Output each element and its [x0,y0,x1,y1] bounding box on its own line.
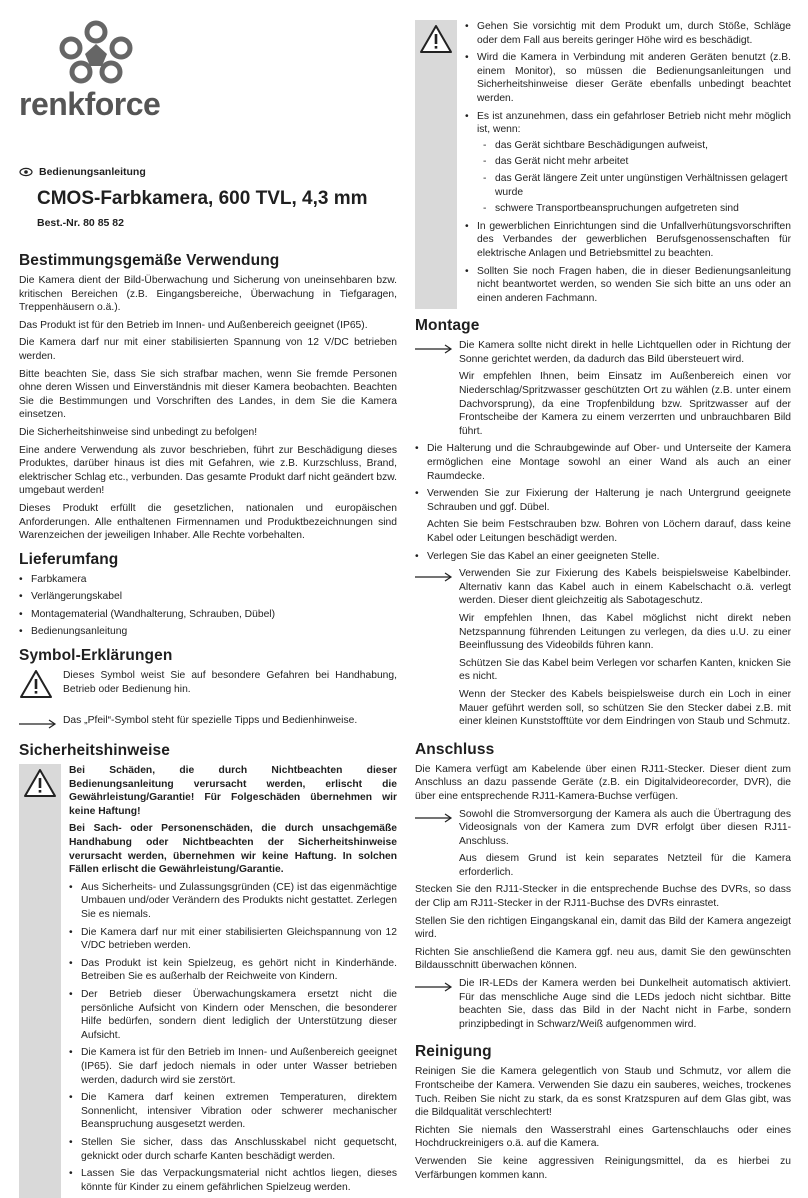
order-number: Best.-Nr. 80 85 82 [37,217,124,229]
tip-text: Aus diesem Grund ist kein separates Netzteil für die Kamera erforderlich. [459,853,791,878]
warning-sidebar [415,20,457,309]
list-item: • Der Betrieb dieser Überwachungskamera ersetzt nicht die persönliche Aufsicht von Kindern oder Menschen, die besonderer Hilfe bedürfen, sondern dient lediglich der Unterstützung dieser Aufsicht. [69,988,397,1042]
delivery-list [19,573,397,639]
paragraph: Reinigen Sie die Kamera gelegentlich von Staub und Schmutz, vor allem die Frontscheibe der Kamera. Verwenden Sie dazu ein sauberes, weiches, trockenes Tuch. Reiben Sie nicht zu stark, da es sonst Kratzspuren auf dem Glas gibt, was die Bildqualität verschlechtert! [415,1066,791,1119]
dash-item: - das Gerät längere Zeit unter ungünstigen Verhältnissen gelagert wurde [477,172,791,199]
paragraph: Eine andere Verwendung als zuvor beschrieben, führt zur Beschädigung dieses Produktes, darüber hinaus ist dies mit Gefahren, wie z.B. Kurzschluss, Brand, elektrischer Schlag etc., verbunden. Das gesamte Produkt darf nicht geändert bzw. umgebaut werden! [19,444,397,497]
document-header [19,166,397,229]
list-item: • Gehen Sie vorsichtig mit dem Produkt um, durch Stöße, Schläge oder dem Fall aus bereits geringer Höhe wird es beschädigt. [465,20,791,47]
tip-text: Verwenden Sie zur Fixierung des Kabels beispielsweise Kabelbinder. Alternativ kann das Kabel auch in einem Kabelschacht o.ä. verlegt werden. Dieser dient gleichzeitig als Sabotageschutz. [459,568,791,607]
paragraph: Das Produkt ist für den Betrieb im Innen- und Außenbereich geeignet (IP65). [19,319,368,331]
paragraph: Richten Sie anschließend die Kamera ggf. neu aus, damit Sie den gewünschten Bildausschnitt überwachen können. [415,946,791,972]
list-item [415,487,791,545]
tip-text: Sowohl die Stromversorgung der Kamera als auch die Übertragung des Videosignals von der Kamera zum DVR erfolgt über diesen RJ11-Anschluss. [459,808,791,847]
paragraph: Die Kamera dient der Bild-Überwachung und Sicherung von uneinsehbaren bzw. kritischen Bereichen (z.B. Eingangsbereiche, Überwachung in Tiefgaragen, Treppenhäusern o.ä.). [19,275,397,314]
heading-symbols: Symbol-Erklärungen [19,647,173,665]
eye-icon [19,167,33,177]
arrow-icon [19,719,57,729]
paragraph: Die Kamera verfügt am Kabelende über einen RJ11-Stecker. Dieser dient zum Anschluss an dazu passende Geräte (z.B. ein Digitalvideorecorder, DVR), die über eine entsprechende RJ11-Kamera-Buchse verfügen. [415,763,791,802]
paragraph: Stellen Sie den richtigen Eingangskanal ein, damit das Bild der Kamera angezeigt wird. [415,915,791,941]
list-item: • Stellen Sie sicher, dass das Anschlusskabel nicht gequetscht, geknickt oder durch scharfe Kanten beschädigt werden. [69,1136,397,1163]
list-item: • Die Kamera darf nur mit einer stabilisierten Gleichspannung von 12 V/DC betrieben werden. [69,926,397,953]
safety-block-continued [415,20,791,309]
paragraph: Richten Sie niemals den Wasserstrahl eines Gartenschlauchs oder eines Hochdruckreinigers o.ä. auf die Kamera. [415,1124,791,1150]
warning-triangle-icon [19,669,53,699]
paragraph: Stecken Sie den RJ11-Stecker in die entsprechende Buchse des DVRs, so dass der Clip am RJ11-Stecker in der RJ11-Buchse des DVRs einrastet. [415,884,791,910]
list-item: • Aus Sicherheits- und Zulassungsgründen (CE) ist das eigenmächtige Umbauen und/oder Verändern des Produkts nicht gestattet. Zerlegen Sie es niemals. [69,881,397,922]
list-item-note: Achten Sie beim Festschrauben bzw. Bohren von Löchern darauf, dass keine Kabel oder Leitungen beschädigt werden. [427,519,791,544]
brand-logo [19,20,169,120]
safety-block [19,764,397,1198]
list-item: • In gewerblichen Einrichtungen sind die Unfallverhütungsvorschriften des Verbandes der gewerblichen Berufsgenossenschaften für elektrische Anlagen und Betriebsmittel zu beachten. [465,220,791,261]
arrow-icon [415,344,453,354]
tip-text: Wenn der Stecker des Kabels beispielsweise durch ein Loch in einer Mauer geführt werden soll, so schützen Sie den Stecker dabei z.B. mit einer kleinen Kunststofftüte vor dem Eindringen von Staub und Schmutz. [459,688,791,728]
montage-tip [415,339,791,442]
tip-text: Die IR-LEDs der Kamera werden bei Dunkelheit automatisch aktiviert. Für das menschliche Auge sind die LEDs jedoch nicht sichtbar. Bitte beachten Sie, dass das Bild in der Nacht nicht in Farbe, sondern prinzipbedingt in Schwarz/Weiß aufgenommen wird. [459,978,791,1030]
manual-label [19,166,397,178]
list-item: • Farbkamera [19,573,397,587]
list-item: • Verlegen Sie das Kabel an einer geeigneten Stelle. [415,550,791,564]
document-title: CMOS-Farbkamera, 600 TVL, 4,3 mm [37,188,368,209]
safety-bold-note: Bei Sach- oder Personenschäden, die durch unsachgemäße Handhabung oder Nichtbeachten der Sicherheitshinweise verursacht werden, übernehmen wir keine Haftung. In solchen Fällen erlischt die Gewährleistung/Garantie. [69,823,397,876]
tip-text: Die Kamera sollte nicht direkt in helle Lichtquellen oder in Richtung der Sonne gerichtet werden, da dadurch das Bild übersteuert wird. [459,340,791,365]
heading-connection: Anschluss [415,740,495,758]
list-item: • Das Produkt ist kein Spielzeug, es gehört nicht in Kinderhände. Betreiben Sie es außerhalb der Reichweite von Kindern. [69,957,397,984]
symbol-warning-row [19,669,397,704]
dash-item: - das Gerät nicht mehr arbeitet [477,155,791,169]
dash-item: - das Gerät sichtbare Beschädigungen aufweist, [477,139,791,153]
manual-label-text: Bedienungsanleitung [39,166,146,178]
heading-delivery: Lieferumfang [19,550,119,568]
list-item [465,110,791,216]
warning-triangle-icon [419,24,453,54]
symbol-arrow-text: Das „Pfeil“-Symbol steht für spezielle Tipps und Bedienhinweise. [63,715,358,727]
list-item: • Die Kamera ist für den Betrieb im Innen- und Außenbereich geeignet (IP65). Sie darf jedoch niemals in oder unter Wasser betrieben werden, dadurch wird sie zerstört. [69,1046,397,1087]
list-item: • Sollten Sie noch Fragen haben, die in dieser Bedienungsanleitung nicht beantwortet werden, so wenden Sie sich bitte an uns oder an einen anderen Fachmann. [465,265,791,306]
safety-list [69,881,397,1194]
warning-triangle-icon [23,768,57,798]
tip-text: Schützen Sie das Kabel beim Verlegen vor scharfen Kanten, knicken Sie es nicht. [459,657,791,683]
tip-text: Wir empfehlen Ihnen, beim Einsatz im Außenbereich einen vor Niederschlag/Spritzwasser geschützten Ort zu wählen (z.B. unter einem Dachvorsprung), da eine Tropfenbildung bzw. Spritzwasser auf der Frontscheibe der Kamera zu einem verzerrten und unbrauchbaren Bild führt. [459,371,791,437]
heading-montage: Montage [415,317,480,335]
list-item: • Montagematerial (Wandhalterung, Schrauben, Dübel) [19,608,397,622]
left-column [19,244,397,1198]
list-item: • Bedienungsanleitung [19,625,397,639]
connection-ir-tip [415,977,791,1035]
paragraph: Die Kamera darf nur mit einer stabilisierten Spannung von 12 V/DC betrieben werden. [19,337,397,362]
safety-list-continued [465,20,791,305]
montage-list [415,442,791,563]
dash-item: - schwere Transportbeanspruchungen aufgetreten sind [477,202,791,216]
warning-sidebar [19,764,61,1198]
list-item: • Lassen Sie das Verpackungsmaterial nicht achtlos liegen, dieses könnte für Kinder zu einem gefährlichen Spielzeug werden. [69,1167,397,1194]
symbol-arrow-row [19,714,397,734]
montage-cable-tip [415,567,791,733]
list-item: • Die Kamera darf keinen extremen Temperaturen, direktem Sonnenlicht, intensiver Vibration oder schwerer mechanischer Beanspruchung ausgesetzt werden. [69,1091,397,1132]
paragraph: Dieses Produkt erfüllt die gesetzlichen, nationalen und europäischen Anforderungen. Alle enthaltenen Firmennamen und Produktbezeichnungen sind Warenzeichen der jeweiligen Inhaber. Alle Rechte vorbehalten. [19,502,397,542]
tip-text: Wir empfehlen Ihnen, das Kabel möglichst nicht direkt neben Netzspannung führenden Leitungen zu verlegen, da dies u.U. zu einer Beeinflussung des Videobilds führen kann. [459,612,791,652]
heading-cleaning: Reinigung [415,1043,492,1061]
connection-tip [415,808,791,884]
heading-safety: Sicherheitshinweise [19,742,170,760]
symbol-warning-text: Dieses Symbol weist Sie auf besondere Gefahren bei Handhabung, Betrieb oder Bedienung hin. [63,670,397,695]
renkforce-logo-icon [51,20,141,84]
arrow-icon [415,813,453,823]
safety-bold-note: Bei Schäden, die durch Nichtbeachten dieser Bedienungsanleitung verursacht werden, erlischt die Gewährleistung/Garantie! Für Folgeschäden übernehmen wir keine Haftung! [69,765,397,817]
paragraph: Bitte beachten Sie, dass Sie sich strafbar machen, wenn Sie fremde Personen ohne deren Wissen und Einverständnis mit dieser Kamera beobachten. Beachten Sie die Bestimmungen und Vorschriften des Landes, in dem Sie die Kamera einsetzen. [19,368,397,421]
paragraph: Verwenden Sie keine aggressiven Reinigungsmittel, da es hierbei zu Verfärbungen kommen kann. [415,1155,791,1181]
list-item: • Die Halterung und die Schraubgewinde auf Ober- und Unterseite der Kamera ermöglichen eine Montage sowohl an einer Wand als auch an einer Raumdecke. [415,442,791,483]
paragraph: Die Sicherheitshinweise sind unbedingt zu befolgen! [19,426,258,438]
arrow-icon [415,982,453,992]
dash-list [477,139,791,216]
list-item: • Wird die Kamera in Verbindung mit anderen Geräten benutzt (z.B. einem Monitor), so müssen die Bedienungsanleitungen und Sicherheitshinweise dieser Geräte ebenfalls unbedingt beachtet werden. [465,51,791,105]
list-item: • Verlängerungskabel [19,590,397,604]
arrow-icon [415,572,453,582]
list-item-text: Es ist anzunehmen, dass ein gefahrloser Betrieb nicht mehr möglich ist, wenn: [477,110,791,136]
brand-name: renkforce [19,86,161,122]
list-item-text: Verwenden Sie zur Fixierung der Halterung je nach Untergrund geeignete Schrauben und ggf. Dübel. [427,488,791,513]
heading-intended-use: Bestimmungsgemäße Verwendung [19,252,280,269]
right-column [415,20,791,1186]
